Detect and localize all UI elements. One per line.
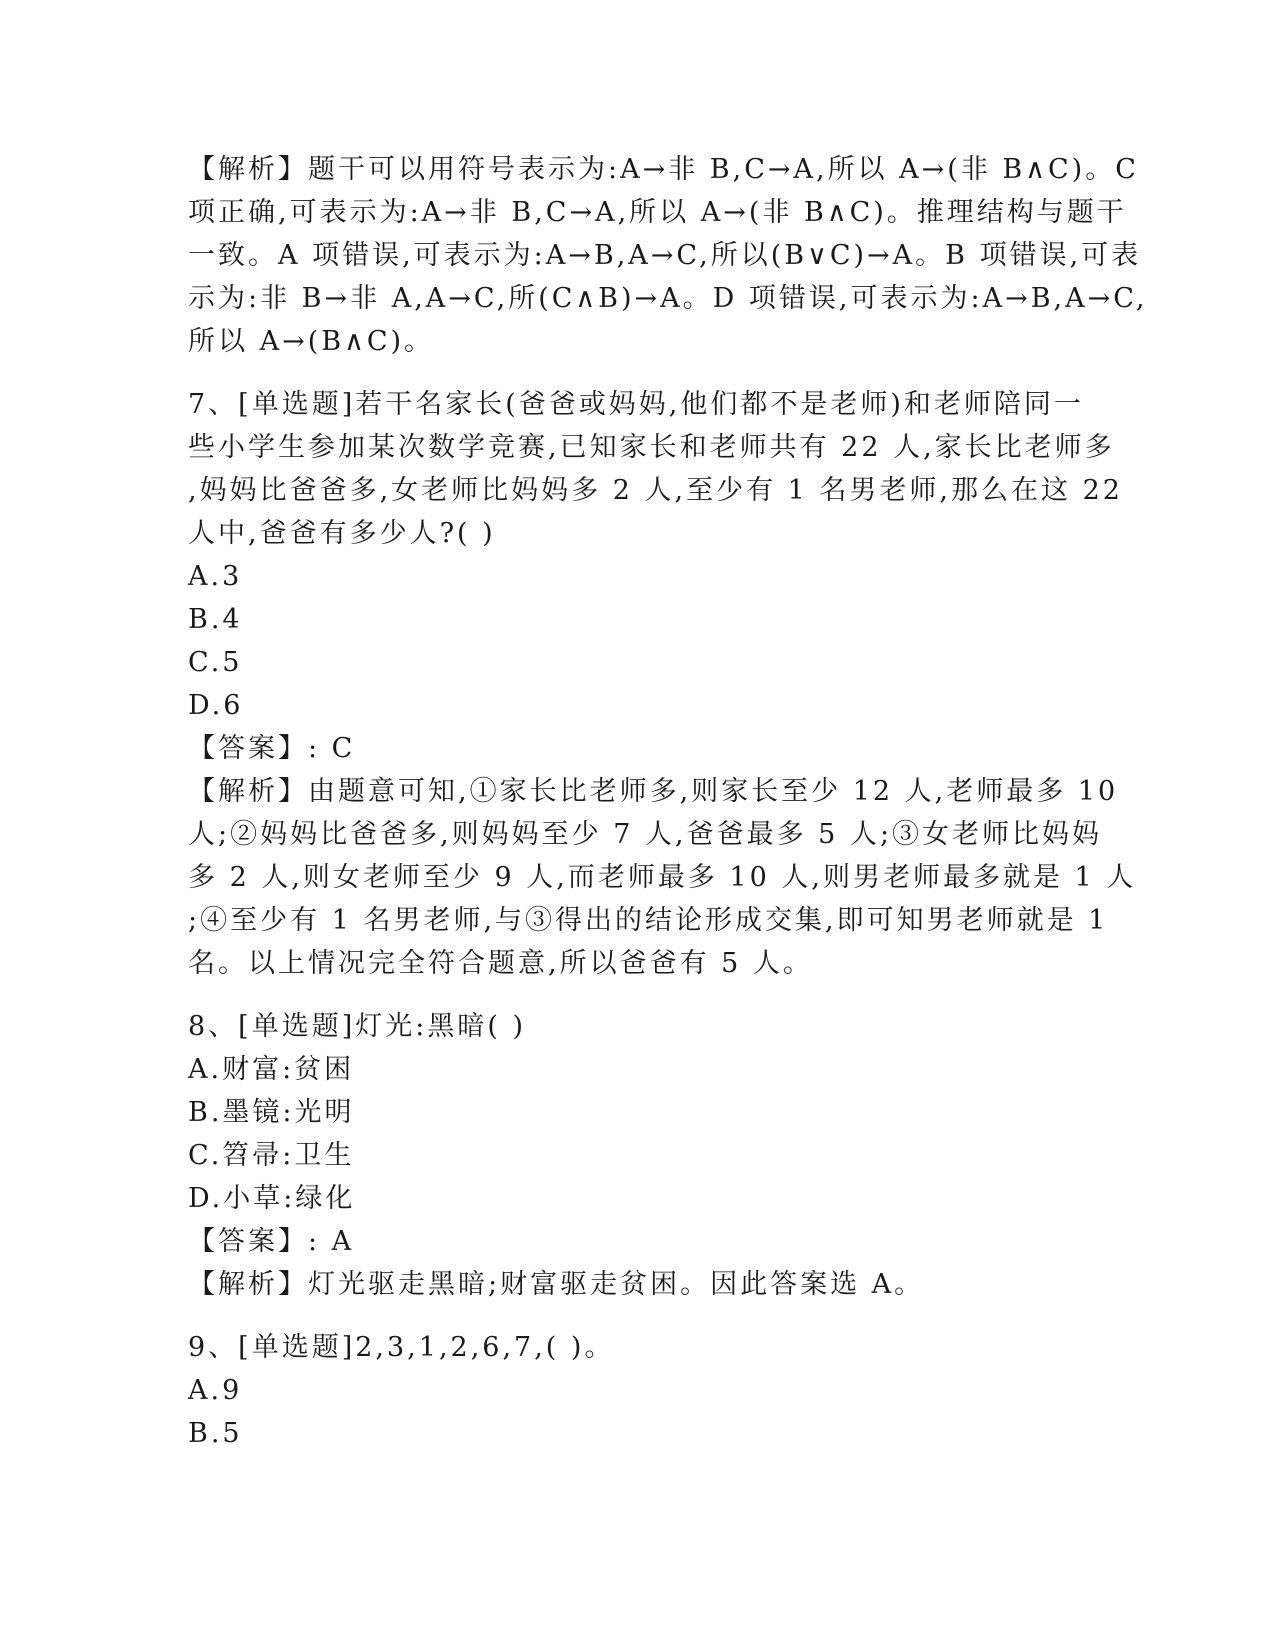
- q7-option-b: B.4: [188, 604, 243, 635]
- q7-analysis-line: ;④至少有 1 名男老师,与③得出的结论形成交集,即可知男老师就是 1: [188, 905, 1109, 936]
- question-9: [188, 1326, 1088, 1455]
- q7-analysis-line: 多 2 人,则女老师至少 9 人,而老师最多 10 人,则男老师最多就是 1 人: [188, 862, 1137, 893]
- q6-analysis-line: 【解析】题干可以用符号表示为:A→非 B,C→A,所以 A→(非 B∧C)。C: [188, 154, 1139, 185]
- q9-option-a: A.9: [188, 1375, 243, 1406]
- q9-question: 9、[单选题]2,3,1,2,6,7,( )。: [188, 1332, 615, 1363]
- q7-option-c: C.5: [188, 647, 243, 678]
- q8-analysis: 【解析】灯光驱走黑暗;财富驱走贫困。因此答案选 A。: [188, 1269, 925, 1300]
- q7-question-line: 些小学生参加某次数学竞赛,已知家长和老师共有 22 人,家长比老师多: [188, 432, 1115, 463]
- q8-question: 8、[单选题]灯光:黑暗( ): [188, 1011, 526, 1042]
- q8-option-c: C.笤帚:卫生: [188, 1140, 355, 1171]
- q7-analysis-line: 【解析】由题意可知,①家长比老师多,则家长至少 12 人,老师最多 10: [188, 776, 1119, 807]
- q7-question-line: 人中,爸爸有多少人?( ): [188, 518, 496, 549]
- q6-analysis-line: 示为:非 B→非 A,A→C,所(C∧B)→A。D 项错误,可表示为:A→B,A→C,: [188, 283, 1148, 314]
- q7-analysis-line: 名。以上情况完全符合题意,所以爸爸有 5 人。: [188, 948, 813, 979]
- q7-question-line: 7、[单选题]若干名家长(爸爸或妈妈,他们都不是老师)和老师陪同一: [188, 389, 1084, 420]
- q6-analysis-line: 项正确,可表示为:A→非 B,C→A,所以 A→(非 B∧C)。推理结构与题干: [188, 197, 1127, 228]
- q6-analysis-line: 所以 A→(B∧C)。: [188, 326, 435, 357]
- q7-question-line: ,妈妈比爸爸多,女老师比妈妈多 2 人,至少有 1 名男老师,那么在这 22: [188, 475, 1123, 506]
- q8-option-b: B.墨镜:光明: [188, 1097, 355, 1128]
- question-7: [188, 383, 1137, 985]
- q7-option-a: A.3: [188, 561, 243, 592]
- q8-option-d: D.小草:绿化: [188, 1183, 356, 1214]
- document-page: [188, 148, 1148, 1455]
- q7-answer: 【答案】: C: [188, 733, 356, 764]
- q8-answer: 【答案】: A: [188, 1226, 355, 1257]
- question-8: [188, 1005, 1088, 1306]
- q6-analysis: [188, 148, 1148, 363]
- q9-option-b: B.5: [188, 1418, 243, 1449]
- q7-option-d: D.6: [188, 690, 244, 721]
- q8-option-a: A.财富:贫困: [188, 1054, 355, 1085]
- q7-analysis-line: 人;②妈妈比爸爸多,则妈妈至少 7 人,爸爸最多 5 人;③女老师比妈妈: [188, 819, 1103, 850]
- q6-analysis-line: 一致。A 项错误,可表示为:A→B,A→C,所以(B∨C)→A。B 项错误,可表: [188, 240, 1142, 271]
